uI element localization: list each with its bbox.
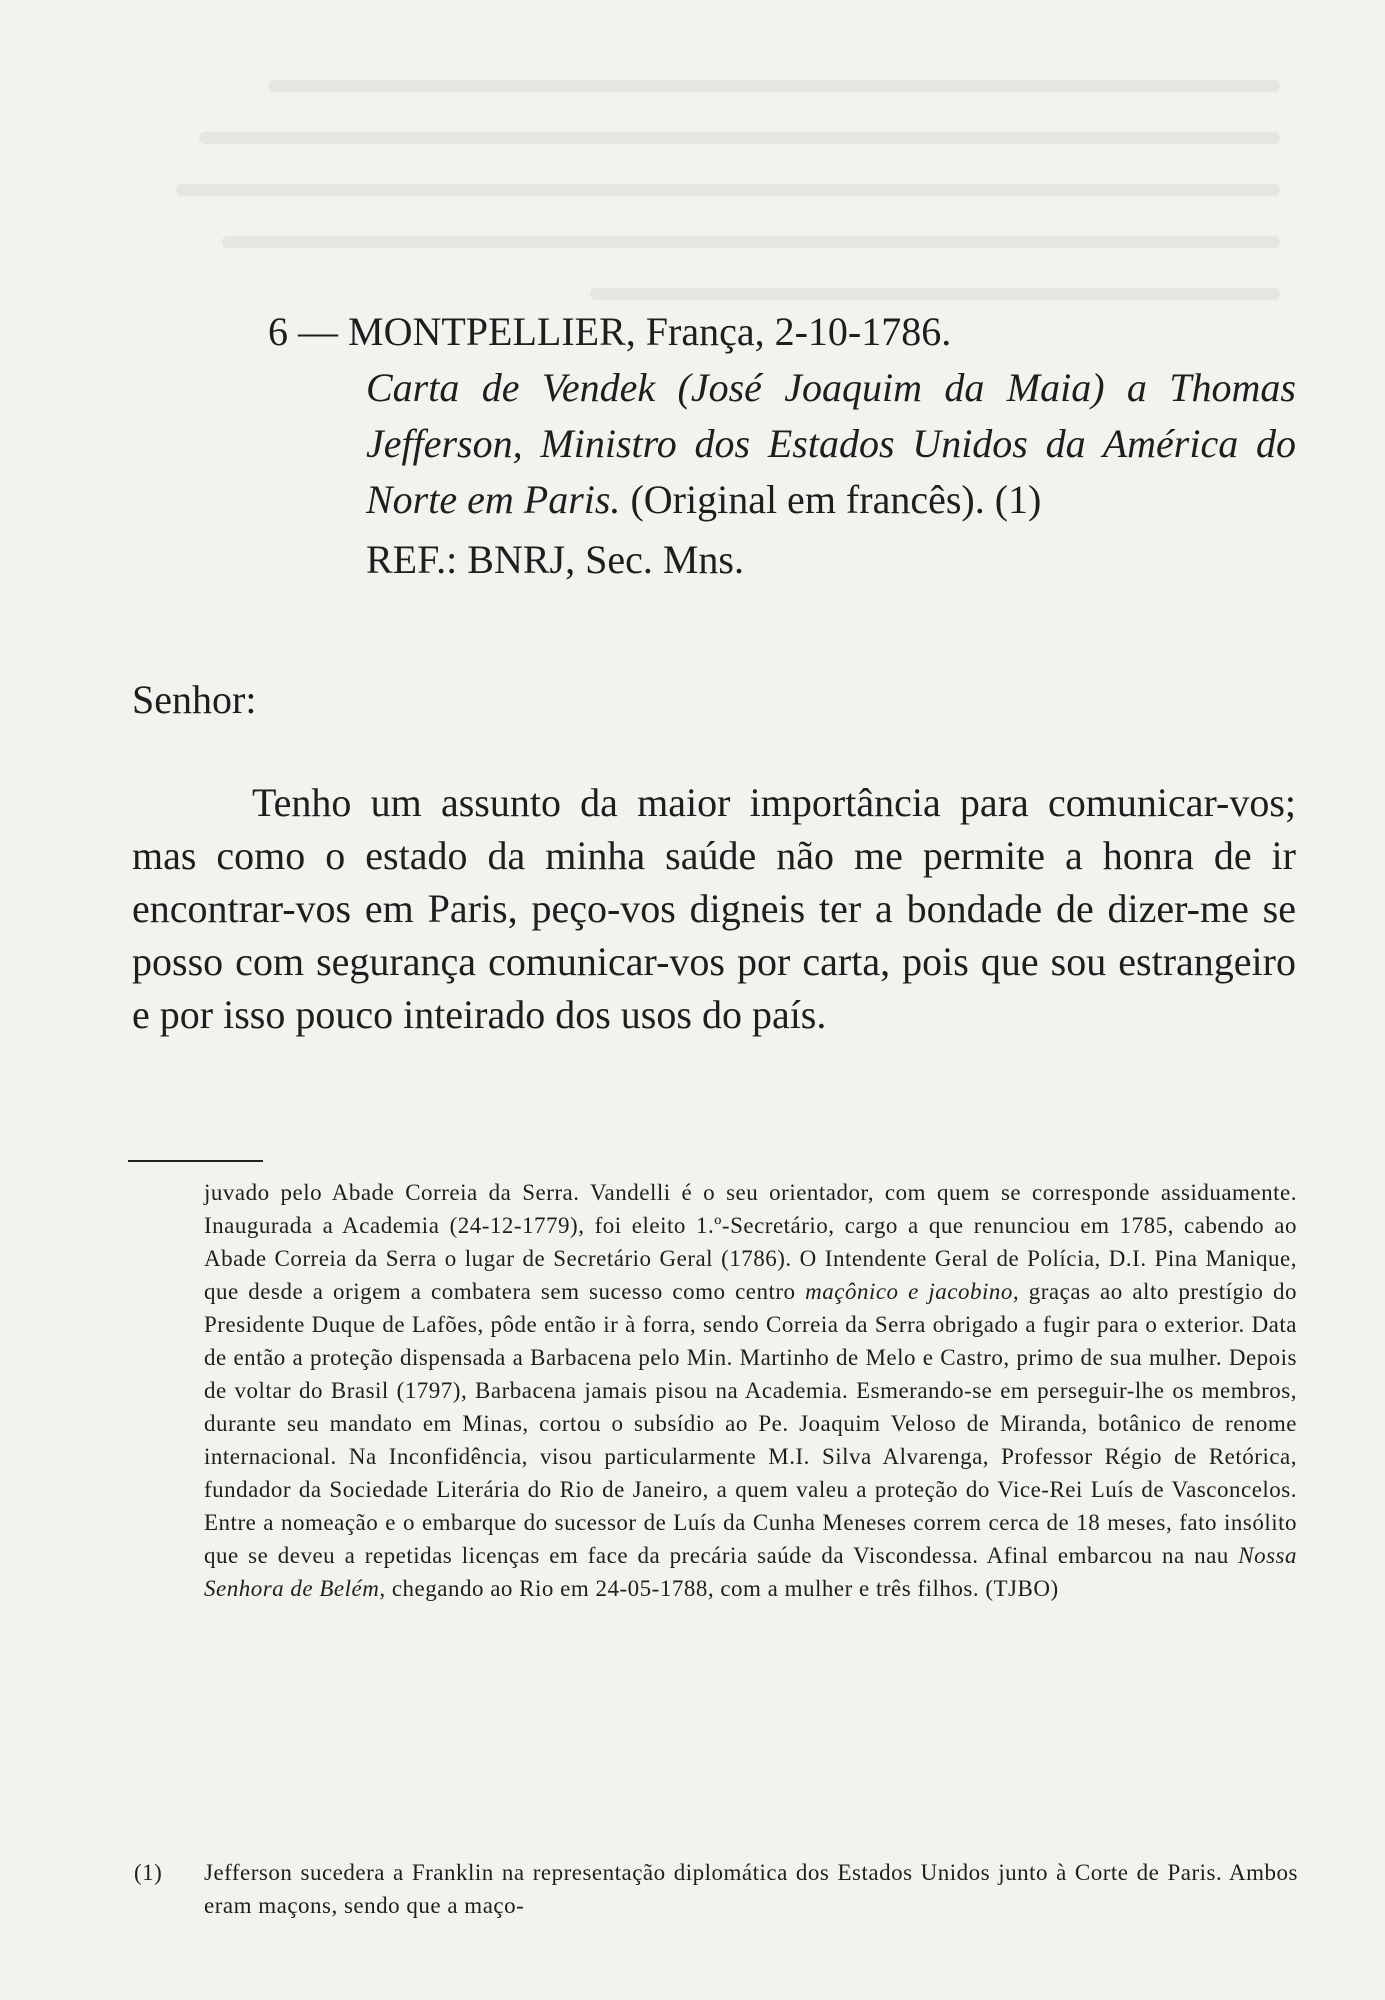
bleed-through-text [130,40,1280,300]
letter-salutation: Senhor: [132,677,257,722]
continued-footnote-part-3: chegando ao Rio em 24-05-1788, com a mulher e três filhos. (TJBO) [385,1576,1059,1601]
continued-footnote-part-1: juvado pelo Abade Correia da Serra. Vandelli é o seu orientador, com quem se corresponde assiduamente. Inaugurada a Academia (24-12-1779), foi eleito 1.º-Secretário, cargo a que renunciou em 1785, cabendo ao Abade Correia da Serra o lugar de Secretário Geral (1786). O Intendente Geral de Polícia, D.I. Pina Manique, que desde a origem a combatera sem sucesso como centro [204,1180,1297,1304]
entry-number: 6 [268,309,288,354]
footnote-text: Jefferson sucedera a Franklin na representação diplomática dos Estados Unidos junto à Corte de Paris. Ambos eram maçons, sendo que a maço- [204,1860,1298,1918]
footnote-marker: (1) [134,1860,163,1885]
entry-dash: — [298,309,338,354]
document-entry [268,304,1296,588]
footnote-1 [134,1856,1298,1922]
letter-body: Tenho um assunto da maior importância para comunicar-vos; mas como o estado da minha saúde não me permite a honra de ir encontrar-vos em Paris, peço-vos digneis ter a bondade de dizer-me se posso com segurança comunicar-vos por carta, pois que sou estrangeiro e por isso pouco inteirado dos usos do país. [132,780,1296,1037]
continued-footnote [204,1176,1297,1605]
entry-heading [268,304,1296,360]
continued-footnote-part-2: graças ao alto prestígio do Presidente Duque de Lafões, pôde então ir à forra, sendo Correia da Serra obrigado a fugir para o exterior. Data de então a proteção dispensada a Barbacena pelo Min. Martinho de Melo e Castro, primo de sua mulher. Depois de voltar do Brasil (1797), Barbacena jamais pisou na Academia. Esmerando-se em perseguir-lhe os membros, durante seu mandato em Minas, cortou o subsídio ao Pe. Joaquim Veloso de Miranda, botânico de renome internacional. Na Inconfidência, visou particularmente M.I. Silva Alvarenga, Professor Régio de Retórica, fundador da Sociedade Literária do Rio de Janeiro, a quem valeu a proteção do Vice-Rei Luís de Vasconcelos. Entre a nomeação e o embarque do sucessor de Luís da Cunha Meneses correm cerca de 18 meses, fato insólito que se deveu a repetidas licenças em face da precária saúde da Viscondessa. Afinal embarcou na nau [204,1279,1297,1568]
entry-description [366,360,1296,528]
continued-footnote-italic-2: Nossa Senhora de Belém, [204,1543,1297,1601]
entry-description-note: (Original em francês). (1) [620,477,1042,522]
entry-reference: REF.: BNRJ, Sec. Mns. [366,537,744,582]
footnote-separator [128,1160,263,1162]
entry-description-italic: Carta de Vendek (José Joaquim da Maia) a Thomas Jefferson, Ministro dos Estados Unidos da América do Norte em Paris. [366,365,1296,522]
continued-footnote-italic-1: maçônico e jacobino, [805,1279,1020,1304]
entry-place-date: MONTPELLIER, França, 2-10-1786. [348,309,952,354]
